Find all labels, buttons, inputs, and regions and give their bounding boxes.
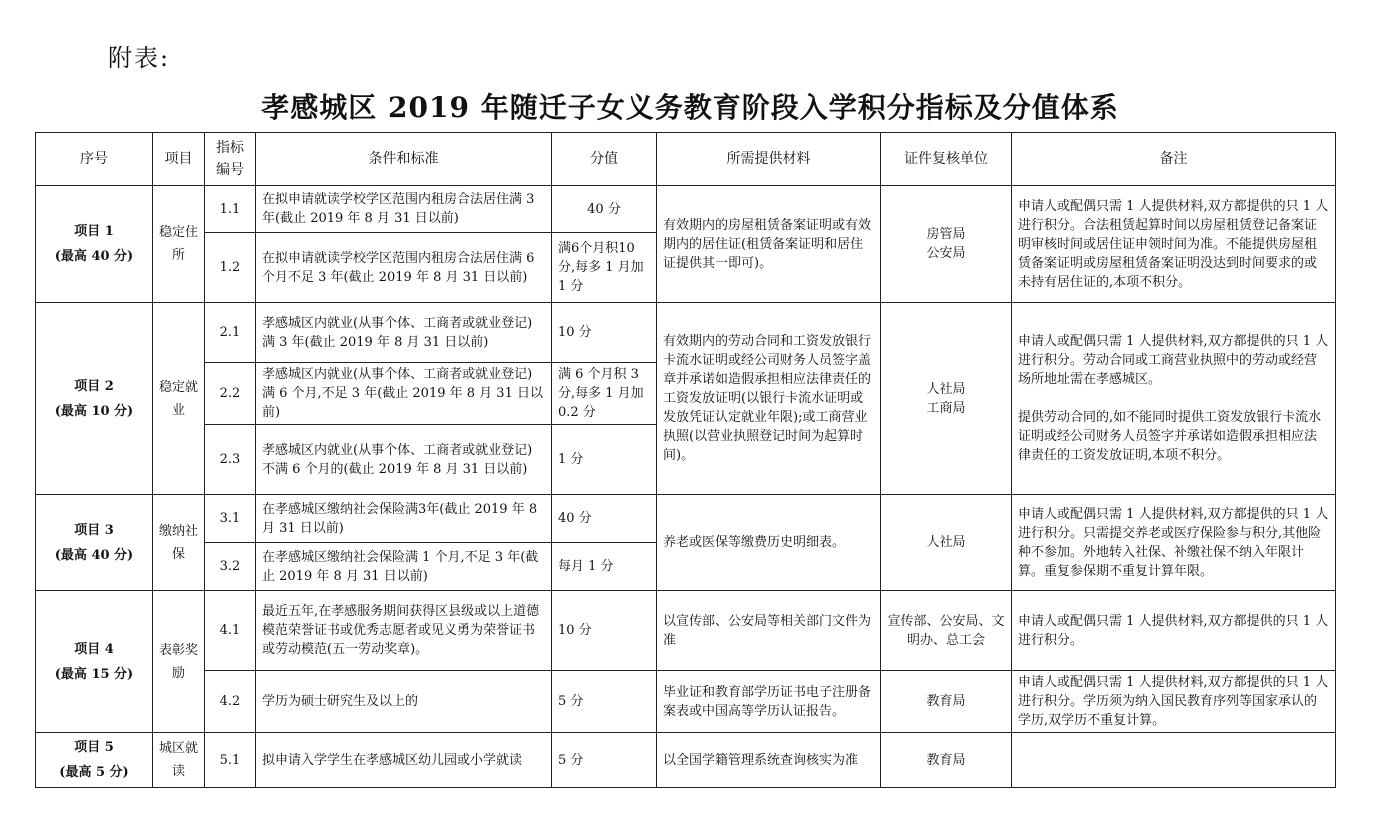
condition-cell: 最近五年,在孝感服务期间获得区县级或以上道德模范荣誉证书或优秀志愿者或见义勇为荣誉证书或劳动模范(五一劳动奖章)。	[256, 591, 552, 671]
table-row	[36, 303, 1336, 363]
project-max: (最高 40 分)	[54, 249, 134, 264]
condition-cell: 学历为硕士研究生及以上的	[256, 671, 552, 733]
score-cell: 40 分	[552, 186, 657, 233]
materials-cell: 毕业证和教育部学历证书电子注册备案表或中国高等学历认证报告。	[657, 671, 881, 733]
document-title: 孝感城区 2019 年随迁子女义务教育阶段入学积分指标及分值体系	[261, 91, 1119, 124]
category-cell: 城区就读	[153, 733, 205, 788]
remark-paragraph: 提供劳动合同的,如不能同时提供工资发放银行卡流水证明或经公司财务人员签字并承诺如造假承担相应法律责任的工资发放证明,本项不积分。	[1018, 410, 1322, 463]
condition-cell: 拟申请入学学生在孝感城区幼儿园或小学就读	[256, 733, 552, 788]
category-cell: 稳定住所	[153, 186, 205, 303]
unit-cell: 宣传部、公安局、文明办、总工会	[881, 591, 1012, 671]
header-code: 指标编号	[205, 133, 256, 186]
code-cell: 3.2	[205, 543, 256, 591]
condition-cell: 在孝感城区缴纳社会保险满3年(截止 2019 年 8 月 31 日以前)	[256, 495, 552, 543]
unit-cell: 教育局	[881, 733, 1012, 788]
condition-cell: 在拟申请就读学校学区范围内租房合法居住满 6 个月不足 3 年(截止 2019 年 8 月 31 日以前)	[256, 233, 552, 303]
score-cell: 1 分	[552, 425, 657, 495]
project-cell	[36, 303, 153, 495]
materials-cell: 以全国学籍管理系统查询核实为准	[657, 733, 881, 788]
remark-cell: 申请人或配偶只需 1 人提供材料,双方都提供的只 1 人进行积分。	[1012, 591, 1336, 671]
unit-cell: 教育局	[881, 671, 1012, 733]
score-cell: 10 分	[552, 591, 657, 671]
table-row	[36, 591, 1336, 671]
score-cell: 5 分	[552, 733, 657, 788]
score-cell: 40 分	[552, 495, 657, 543]
materials-cell: 有效期内的劳动合同和工资发放银行卡流水证明或经公司财务人员签字盖章并承诺如造假承担相应法律责任的工资发放证明(以银行卡流水证明或发放凭证认定就业年限);或工商营业执照(以营业执照登记时间为起算时间)。	[657, 303, 881, 495]
unit-cell: 人社局	[881, 495, 1012, 591]
project-name: 项目 1	[74, 224, 114, 239]
project-name: 项目 4	[74, 641, 114, 657]
materials-cell: 养老或医保等缴费历史明细表。	[657, 495, 881, 591]
condition-cell: 孝感城区内就业(从事个体、工商者或就业登记)满 3 年(截止 2019 年 8 月 31 日以前)	[256, 303, 552, 363]
code-cell: 1.1	[205, 186, 256, 233]
code-cell: 5.1	[205, 733, 256, 788]
code-cell: 4.2	[205, 671, 256, 733]
score-cell: 每月 1 分	[552, 543, 657, 591]
condition-cell: 在拟申请就读学校学区范围内租房合法居住满 3 年(截止 2019 年 8 月 31 日以前)	[256, 186, 552, 233]
project-cell	[36, 733, 153, 788]
remark-cell: 申请人或配偶只需 1 人提供材料,双方都提供的只 1 人进行积分。只需提交养老或医疗保险参与积分,其他险种不参加。外地转入社保、补缴社保不纳入年限计算。重复参保期不重复计算年限。	[1012, 495, 1336, 591]
project-name: 项目 3	[74, 522, 114, 538]
remark-cell	[1012, 733, 1336, 788]
materials-cell: 以宣传部、公安局等相关部门文件为准	[657, 591, 881, 671]
category-cell: 缴纳社保	[153, 495, 205, 591]
code-cell: 3.1	[205, 495, 256, 543]
remark-cell: 申请人或配偶只需 1 人提供材料,双方都提供的只 1 人进行积分。合法租赁起算时间以房屋租赁登记备案证明审核时间或居住证申领时间为准。不能提供房屋租赁备案证明或房屋租赁备案证明没达到时间要求的或未持有居住证的,本项不积分。	[1012, 186, 1336, 303]
code-cell: 2.2	[205, 363, 256, 425]
table-row	[36, 733, 1336, 788]
project-name: 项目 5	[74, 740, 114, 755]
unit-line: 人社局	[926, 381, 966, 397]
remark-cell: 申请人或配偶只需 1 人提供材料,双方都提供的只 1 人进行积分。学历须为纳入国民教育序列等国家承认的学历,双学历不重复计算。	[1012, 671, 1336, 733]
project-cell	[36, 495, 153, 591]
code-cell: 4.1	[205, 591, 256, 671]
header-row	[36, 133, 1336, 186]
score-table	[35, 132, 1336, 788]
appendix-label: 附表:	[108, 44, 171, 72]
materials-cell: 有效期内的房屋租赁备案证明或有效期内的居住证(租赁备案证明和居住证提供其一即可)。	[657, 186, 881, 303]
header-condition: 条件和标准	[256, 133, 552, 186]
project-max: (最高 40 分)	[54, 547, 134, 563]
code-cell: 2.3	[205, 425, 256, 495]
header-materials: 所需提供材料	[657, 133, 881, 186]
project-max: (最高 15 分)	[54, 666, 134, 682]
header-unit: 证件复核单位	[881, 133, 1012, 186]
project-cell	[36, 591, 153, 733]
header-score: 分值	[552, 133, 657, 186]
condition-cell: 在孝感城区缴纳社会保险满 1 个月,不足 3 年(截止 2019 年 8 月 31 日以前)	[256, 543, 552, 591]
remark-paragraph: 申请人或配偶只需 1 人提供材料,双方都提供的只 1 人进行积分。劳动合同或工商营业执照中的劳动或经营场所地址需在孝感城区。	[1018, 334, 1329, 387]
unit-line: 房管局	[926, 227, 966, 242]
table-row	[36, 671, 1336, 733]
unit-cell	[881, 186, 1012, 303]
category-cell: 表彰奖励	[153, 591, 205, 733]
table-row	[36, 186, 1336, 233]
header-item: 项目	[153, 133, 205, 186]
score-cell: 满6个月积10分,每多 1 月加 1 分	[552, 233, 657, 303]
category-cell: 稳定就业	[153, 303, 205, 495]
table-row	[36, 495, 1336, 543]
unit-line: 工商局	[926, 400, 966, 416]
project-max: (最高 10 分)	[54, 403, 134, 419]
code-cell: 1.2	[205, 233, 256, 303]
project-name: 项目 2	[74, 378, 114, 394]
header-remark: 备注	[1012, 133, 1336, 186]
score-cell: 满 6 个月积 3 分,每多 1 月加 0.2 分	[552, 363, 657, 425]
unit-cell	[881, 303, 1012, 495]
unit-line: 公安局	[926, 246, 966, 261]
score-cell: 5 分	[552, 671, 657, 733]
code-cell: 2.1	[205, 303, 256, 363]
condition-cell: 孝感城区内就业(从事个体、工商者或就业登记)满 6 个月,不足 3 年(截止 2019 年 8 月 31 日以前)	[256, 363, 552, 425]
condition-cell: 孝感城区内就业(从事个体、工商者或就业登记)不满 6 个月的(截止 2019 年 8 月 31 日以前)	[256, 425, 552, 495]
remark-cell	[1012, 303, 1336, 495]
project-max: (最高 5 分)	[59, 765, 129, 780]
header-seq: 序号	[36, 133, 153, 186]
score-cell: 10 分	[552, 303, 657, 363]
project-cell	[36, 186, 153, 303]
